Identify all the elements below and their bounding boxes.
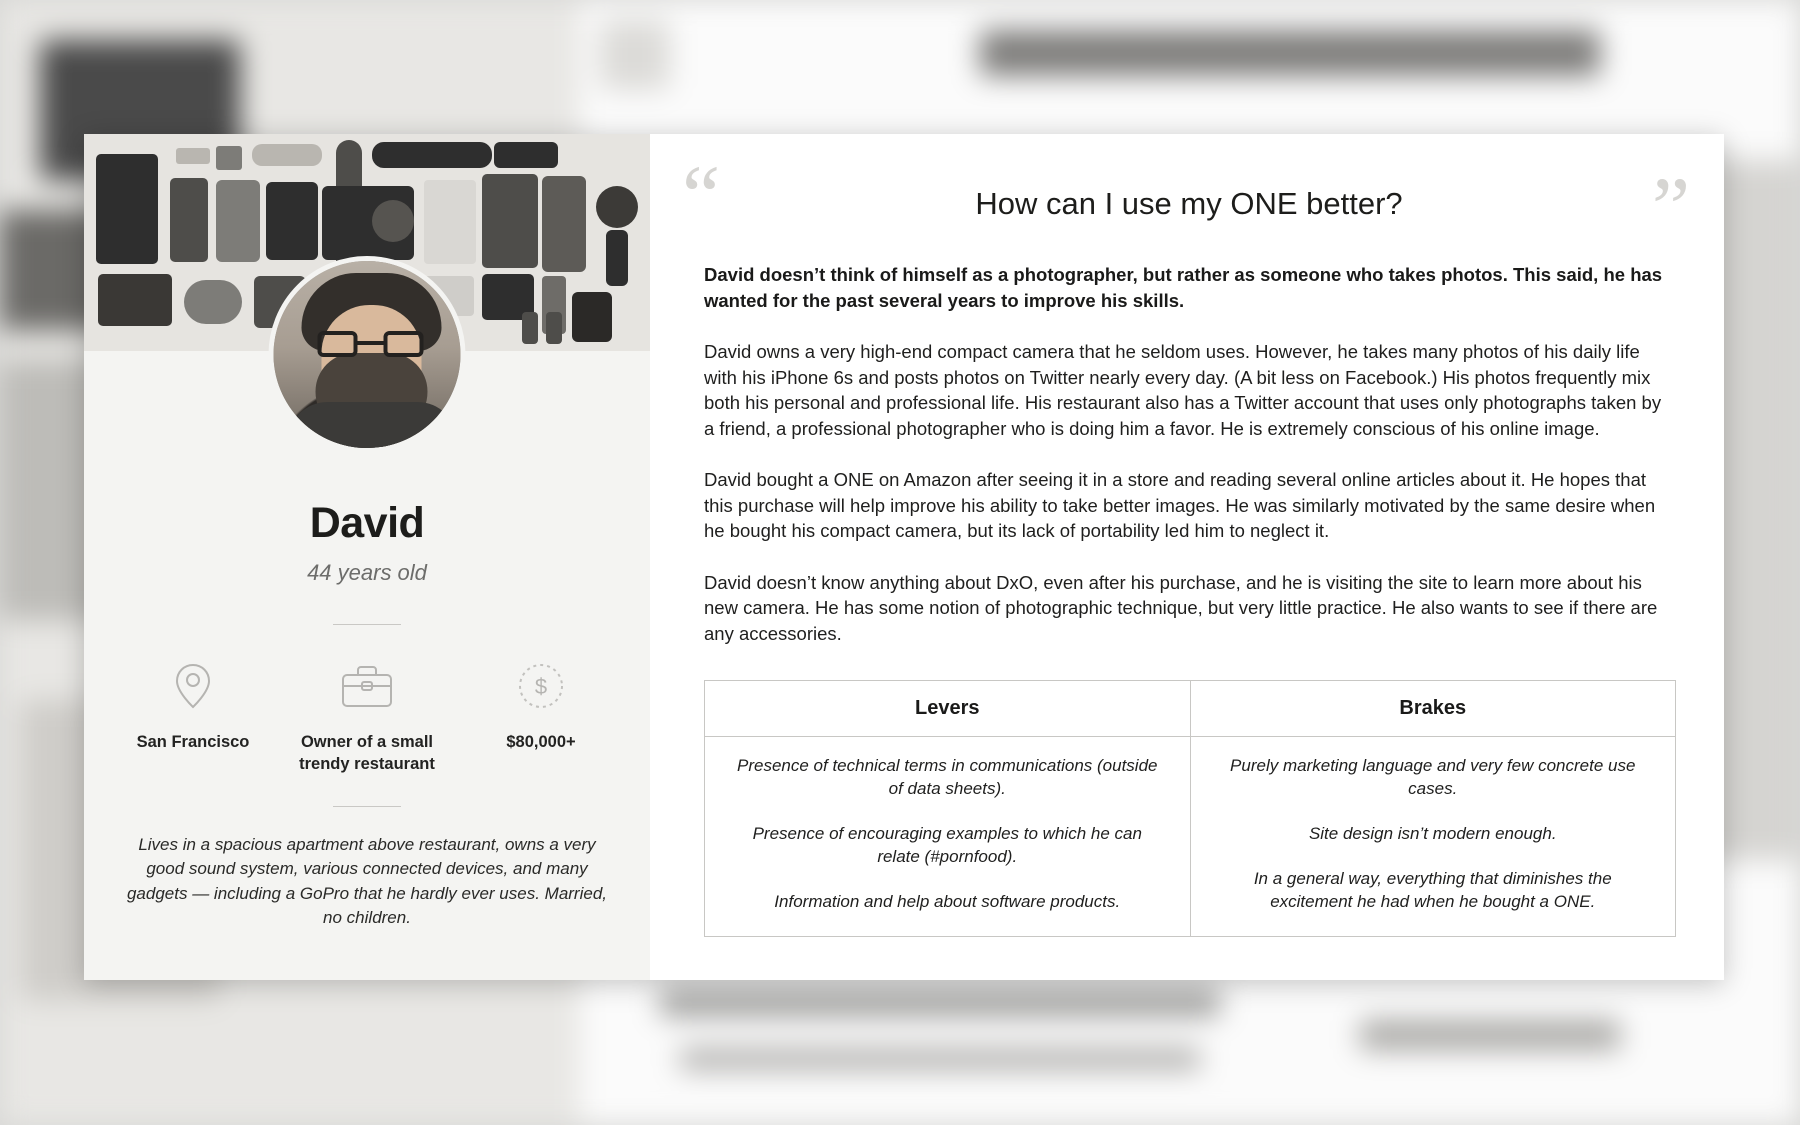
body-paragraph-3: David doesn’t know anything about DxO, even after his purchase, and he is visiting the site to learn more about his new camera. He has some notion of photographic technique, but very little practice. He also wants to see if there are any accessories. [704, 571, 1658, 644]
fact-income [454, 659, 628, 776]
list-item: Purely marketing language and very few concrete use cases. [1230, 756, 1636, 799]
table-cell-levers [705, 737, 1190, 936]
fact-income-label: $80,000+ [506, 733, 576, 751]
avatar [269, 256, 466, 453]
table-cell-brakes [1190, 737, 1676, 936]
bg-shape [660, 990, 1220, 1016]
table-header-row [705, 681, 1675, 737]
list-item: Site design isn’t modern enough. [1308, 824, 1557, 844]
fact-occupation [280, 659, 454, 776]
levers-brakes-table [704, 680, 1676, 937]
body-paragraph-1: David owns a very high-end compact camera that he seldom uses. However, he takes many photos of his daily life with his iPhone 6s and posts photos on Twitter nearly every day. (A bit less on Facebook.) His photos frequently mix both his personal and professional life. His restaurant also has a Twitter account that uses only photographs taken by a friend, a professional photographer who is doing him a favor. He is extremely conscious of his online image. [704, 341, 1662, 439]
list-item: Presence of technical terms in communications (outside of data sheets). [737, 756, 1158, 799]
persona-bio: Lives in a spacious apartment above restaurant, owns a very good sound system, various connected devices, and many gadgets — including a GoPro that he hardly ever uses. Married, no children. [126, 834, 608, 928]
briefcase-icon [280, 659, 454, 713]
persona-left-panel [84, 134, 650, 980]
persona-name: David [309, 499, 425, 547]
persona-facts [84, 659, 650, 776]
list-item: In a general way, everything that diminishes the excitement he had when he bought a ONE. [1253, 869, 1612, 911]
page-title: How can I use my ONE better? [975, 186, 1403, 221]
persona-card [84, 134, 1724, 980]
table-header-levers: Levers [915, 697, 980, 720]
bg-shape [680, 1048, 1200, 1070]
persona-age: 44 years old [307, 560, 427, 585]
bg-shape [980, 30, 1600, 76]
list-item: Information and help about software products. [774, 891, 1121, 911]
lead-paragraph: David doesn’t think of himself as a photographer, but rather as someone who takes photos. This said, he has wanted for the past several years to improve his skills. [704, 264, 1663, 311]
quote-close-icon: ” [1651, 159, 1690, 255]
table-body-row [705, 737, 1675, 936]
dollar-circle-icon [454, 659, 628, 713]
quote-open-icon: “ [682, 147, 721, 243]
list-item: Presence of encouraging examples to which he can relate (#pornfood). [752, 824, 1142, 866]
location-pin-icon [106, 659, 280, 713]
fact-occupation-label: Owner of a small trendy restaurant [299, 733, 435, 774]
bg-shape [600, 20, 670, 90]
divider-bottom [333, 806, 401, 807]
avatar-face [274, 261, 461, 448]
fact-location [106, 659, 280, 776]
persona-right-panel [650, 134, 1724, 980]
table-header-brakes: Brakes [1190, 681, 1676, 736]
svg-text:$: $ [534, 674, 548, 699]
body-paragraph-2: David bought a ONE on Amazon after seeing it in a store and reading several online articles about it. He hopes that this purchase will help improve his ability to take better images. He was similarly motivated by the same desire when he bought his compact camera, but its lack of portability led him to neglect it. [704, 469, 1656, 542]
divider-top [333, 624, 401, 625]
fact-location-label: San Francisco [136, 733, 250, 751]
bg-shape [1360, 1020, 1620, 1050]
